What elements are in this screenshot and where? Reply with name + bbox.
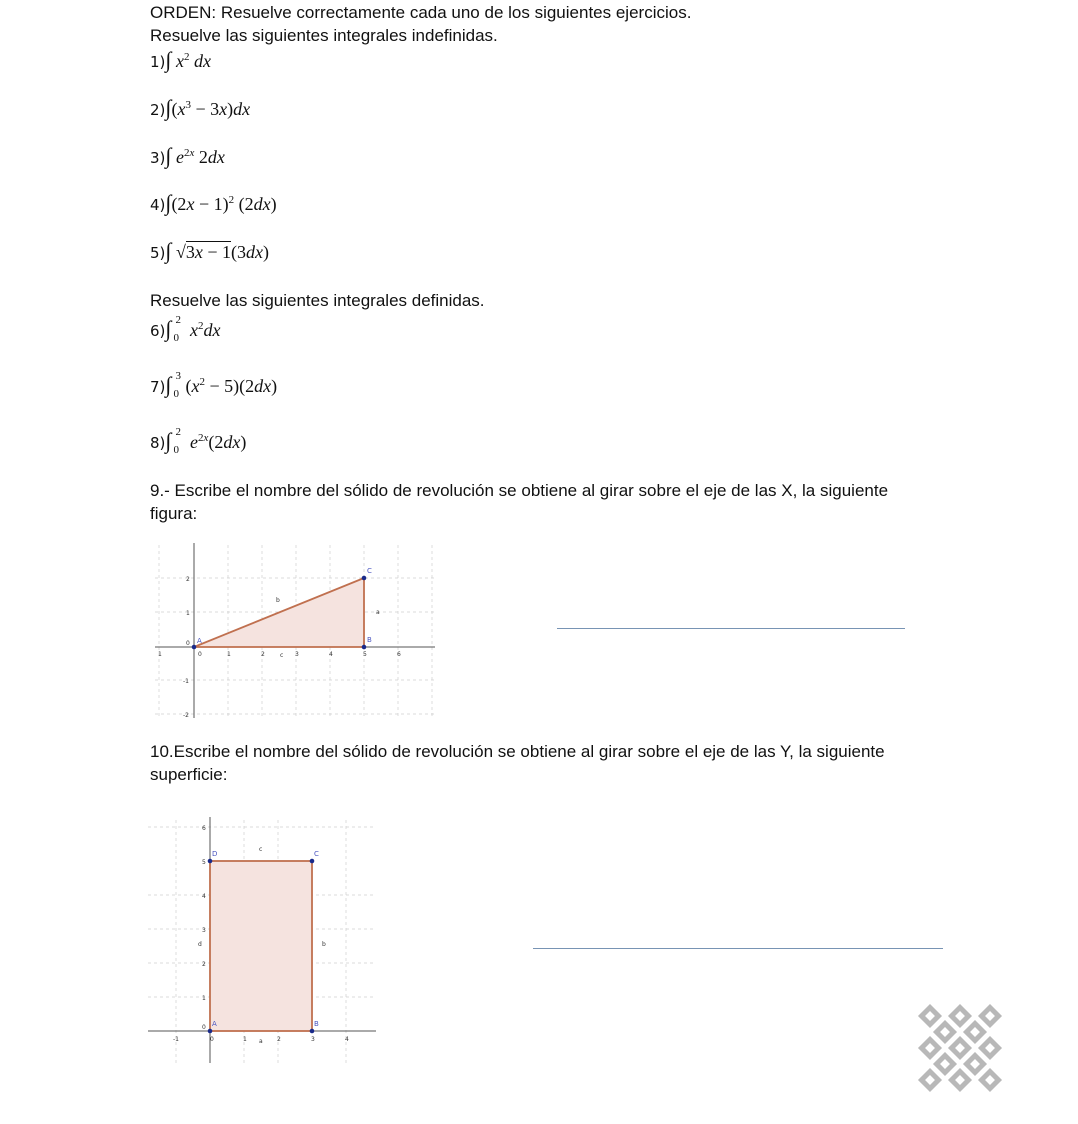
x-tick: 3 — [295, 651, 299, 658]
exercise-3: 3)∫ $e^{2x}$ 2dx — [150, 143, 225, 168]
label-segment-c: c — [259, 846, 263, 853]
label-point-c: C — [314, 850, 319, 858]
point-b — [310, 1029, 315, 1034]
label-point-a: A — [197, 637, 202, 645]
exercise-5: 5)∫ √3x − 1(3dx) — [150, 238, 269, 263]
answer-line-10[interactable] — [533, 948, 943, 949]
x-tick: 4 — [329, 651, 333, 658]
y-tick: -2 — [183, 712, 189, 719]
x-tick: 6 — [397, 651, 401, 658]
label-point-b: B — [314, 1020, 319, 1028]
exercise-4: $4)\int(2x - 1)^2$ (2dx) — [150, 190, 277, 215]
x-tick: 0 — [198, 651, 202, 658]
answer-line-9[interactable] — [557, 628, 905, 629]
instructions-order: ORDEN: Resuelve correctamente cada uno de los siguientes ejercicios. — [150, 3, 692, 22]
y-tick: 5 — [202, 859, 206, 866]
point-a — [208, 1029, 213, 1034]
label-segment-b: b — [276, 597, 280, 604]
exercise-1-number: 1) — [150, 53, 166, 71]
exercise-8-number: 8) — [150, 434, 166, 452]
x-tick: 3 — [311, 1036, 315, 1043]
y-tick: 0 — [202, 1024, 206, 1031]
label-segment-a: a — [376, 609, 380, 616]
x-tick: 1 — [158, 651, 162, 658]
exercise-5-number: 5) — [150, 244, 166, 262]
x-tick: 0 — [210, 1036, 214, 1043]
label-point-d: D — [212, 850, 218, 858]
x-tick: 5 — [363, 651, 367, 658]
y-tick: 0 — [186, 640, 190, 647]
exercise-1: 1)∫ $x^2$ dx — [150, 47, 211, 72]
label-point-c: C — [367, 567, 372, 575]
question-10-text-2: superficie: — [150, 765, 228, 784]
exercise-4-number: 4) — [150, 196, 166, 214]
y-tick: 1 — [186, 610, 190, 617]
y-tick: 6 — [202, 825, 206, 832]
y-tick: 1 — [202, 995, 206, 1002]
x-tick: 1 — [227, 651, 231, 658]
exercise-2-number: 2) — [150, 101, 166, 119]
rectangle-shape — [210, 861, 312, 1031]
label-segment-a: a — [259, 1038, 263, 1045]
x-tick: 2 — [261, 651, 265, 658]
y-tick: 3 — [202, 927, 206, 934]
graph-1-triangle — [155, 540, 435, 720]
graph-2-rectangle — [148, 815, 376, 1065]
definite-intro: Resuelve las siguientes integrales definidas. — [150, 291, 485, 310]
exercise-7: 7)∫ 3 0 $(x^2 - 5)(2dx)$ — [150, 370, 278, 400]
y-tick: 2 — [186, 576, 190, 583]
x-tick: -1 — [173, 1036, 179, 1043]
label-point-b: B — [367, 636, 372, 644]
point-b — [362, 645, 367, 650]
question-9-text: 9.- Escribe el nombre del sólido de revolución se obtiene al girar sobre el eje de las X, la siguiente — [150, 481, 889, 500]
x-tick: 1 — [243, 1036, 247, 1043]
y-tick: 4 — [202, 893, 206, 900]
exercise-8: 8)∫ 2 0 $e^{2x}(2dx)$ — [150, 426, 247, 456]
y-tick: 2 — [202, 961, 206, 968]
knot-pattern-icon — [910, 1000, 1010, 1100]
x-tick: 4 — [345, 1036, 349, 1043]
point-a — [192, 645, 197, 650]
exercise-7-number: 7) — [150, 378, 166, 396]
label-segment-c: c — [280, 652, 284, 659]
indefinite-intro: Resuelve las siguientes integrales indefinidas. — [150, 26, 498, 45]
x-tick: 2 — [277, 1036, 281, 1043]
exercise-3-number: 3) — [150, 149, 166, 167]
label-point-a: A — [212, 1020, 217, 1028]
triangle-shape — [194, 578, 364, 647]
exercise-6: 6)∫ 2 0 $x^2dx$ — [150, 314, 221, 344]
point-c — [362, 576, 367, 581]
question-10-text: 10.Escribe el nombre del sólido de revolución se obtiene al girar sobre el eje de las Y, la siguiente — [150, 742, 885, 761]
question-9-text-2: figura: — [150, 504, 198, 523]
y-tick: -1 — [183, 678, 189, 685]
label-segment-b: b — [322, 941, 326, 948]
point-d — [208, 859, 213, 864]
exercise-2: $2)\int(x^3 - 3x)dx$ — [150, 95, 251, 120]
label-segment-d: d — [198, 941, 202, 948]
point-c — [310, 859, 315, 864]
exercise-6-number: 6) — [150, 322, 166, 340]
